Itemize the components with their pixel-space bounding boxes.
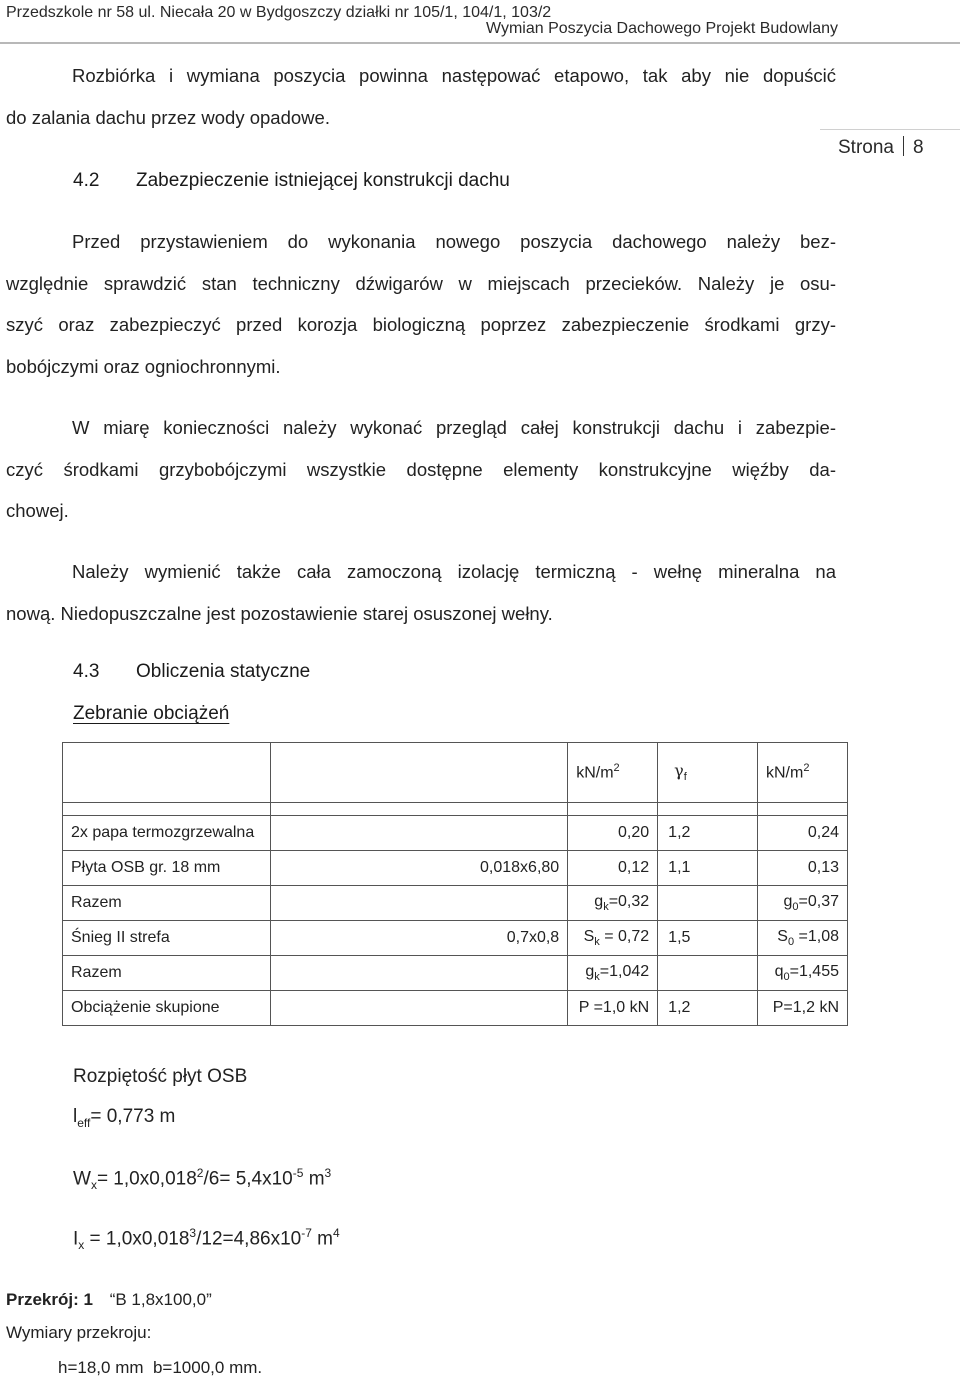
- load-name: Obciążenie skupione: [63, 991, 271, 1026]
- paragraph-line: względnie sprawdzić stan techniczny dźwigarów w miejscach przecieków. Należy je osu-: [6, 272, 836, 294]
- paragraph-line: Należy wymienić także cała zamoczoną izolację termiczną - wełnę mineralna na: [72, 561, 836, 582]
- table-cell: [658, 956, 758, 991]
- load-characteristic: 0,20: [568, 816, 658, 851]
- table-cell: [63, 743, 271, 803]
- section-name: B 1,8x100,0: [115, 1290, 207, 1309]
- table-row: [63, 921, 848, 956]
- table-row: [63, 991, 848, 1026]
- page-label: Strona: [838, 137, 894, 158]
- paragraph-1: [6, 221, 836, 387]
- section-title: Zabezpieczenie istniejącej konstrukcji dachu: [136, 170, 510, 191]
- load-calc: 0,018x6,80: [270, 851, 567, 886]
- table-cell: [270, 956, 567, 991]
- load-characteristic: 0,12: [568, 851, 658, 886]
- load-name: Razem: [63, 956, 271, 991]
- paragraph-3: [6, 551, 836, 634]
- load-design: 0,13: [758, 851, 848, 886]
- dimensions-label: Wymiary przekroju:: [6, 1323, 152, 1342]
- load-name: 2x papa termozgrzewalna: [63, 816, 271, 851]
- load-gamma: 1,2: [658, 991, 758, 1026]
- paragraph-line: chowej.: [6, 500, 69, 521]
- load-gamma: 1,1: [658, 851, 758, 886]
- intro-line: do zalania dachu przez wody opadowe.: [6, 106, 330, 128]
- load-calc: [270, 816, 567, 851]
- table-cell: [270, 743, 567, 803]
- header-unit-characteristic: $kN/m^2$: [568, 743, 658, 803]
- table-cell: [270, 991, 567, 1026]
- formula-wx: $W_x= 1,0x0,018^2/6= 5,4x10^{-5}$ $m^3$: [73, 1166, 332, 1193]
- load-characteristic: P =1,0 kN: [568, 991, 658, 1026]
- load-characteristic: $g_k=1,042$: [568, 956, 658, 991]
- table-cell: [758, 803, 848, 816]
- intro-line: Rozbiórka i wymiana poszycia powinna następować etapowo, tak aby nie dopuścić: [72, 65, 836, 86]
- table-row: [63, 886, 848, 921]
- table-header-row: [63, 743, 848, 803]
- page-number: [838, 136, 924, 159]
- load-gamma: 1,5: [658, 921, 758, 956]
- formula-leff: $l_{eff}= 0,773$ m: [73, 1106, 176, 1130]
- paragraph-line: W miarę konieczności należy wykonać przegląd całej konstrukcji dachu i zabezpie-: [72, 417, 836, 438]
- loads-subheading: Zebranie obciążeń: [73, 703, 230, 724]
- header-gamma: $\gamma_f$: [658, 743, 758, 803]
- paragraph-line: szyć oraz zabezpieczyć przed korozja biologiczną poprzez zabezpieczenie środkami grzy-: [6, 314, 836, 335]
- paragraph-2: [6, 407, 836, 532]
- table-cell: [658, 886, 758, 921]
- table-row: [63, 956, 848, 991]
- section-heading-4-3: [73, 661, 310, 683]
- load-design: $g_0=0,37$: [758, 886, 848, 921]
- table-row: [63, 851, 848, 886]
- formula-ix: $I_x = 1,0x0,018^3/12=4,86x10^{-7}$ $m^4$: [73, 1226, 340, 1253]
- load-name: Razem: [63, 886, 271, 921]
- section-number: 4.2: [73, 170, 100, 191]
- load-design: $q_0=1,455$: [758, 956, 848, 991]
- load-design: 0,24: [758, 816, 848, 851]
- load-characteristic: $S_k = 0,72$: [568, 921, 658, 956]
- section-heading-4-2: [73, 170, 510, 192]
- paragraph-line: nową. Niedopuszczalne jest pozostawienie starej osuszonej wełny.: [6, 602, 553, 624]
- table-row: [63, 816, 848, 851]
- intro-paragraph: [6, 55, 836, 138]
- paragraph-line: czyć środkami grzybobójczymi wszystkie dostępne elementy konstrukcyjne więźby da-: [6, 458, 836, 480]
- load-calc: 0,7x0,8: [270, 921, 567, 956]
- paragraph-line: bobójczymi oraz ogniochronnymi.: [6, 355, 281, 377]
- section-number: 4.3: [73, 661, 100, 682]
- section-name-close-quote: ”: [206, 1290, 212, 1309]
- table-cell: [568, 803, 658, 816]
- page-number-divider: [820, 129, 960, 130]
- dimensions-values: h=18,0 mm b=1000,0 mm.: [58, 1358, 263, 1377]
- table-cell: [658, 803, 758, 816]
- load-characteristic: $g_k=0,32$: [568, 886, 658, 921]
- paragraph-line: Przed przystawieniem do wykonania nowego poszycia dachowego należy bez-: [72, 231, 836, 252]
- section-number: 1: [83, 1290, 93, 1309]
- header-unit-design: $kN/m^2$: [758, 743, 848, 803]
- section-label: Przekrój:: [6, 1290, 79, 1309]
- osb-title: Rozpiętość płyt OSB: [73, 1066, 248, 1087]
- page-number-value: 8: [912, 137, 924, 158]
- table-cell: [270, 886, 567, 921]
- header-divider: [0, 42, 960, 44]
- table-cell: [270, 803, 567, 816]
- load-name: Płyta OSB gr. 18 mm: [63, 851, 271, 886]
- section-name-open-quote: “: [109, 1290, 116, 1309]
- load-design: $S_0 =1,08$: [758, 921, 848, 956]
- section-info: [6, 1290, 212, 1310]
- section-title: Obliczenia statyczne: [136, 661, 311, 682]
- loads-table: [62, 742, 848, 1026]
- header-title: Przedszkole nr 58 ul. Niecała 20 w Bydgoszczy działki nr 105/1, 104/1, 103/2: [6, 4, 552, 21]
- load-design: P=1,2 kN: [758, 991, 848, 1026]
- table-cell: [63, 803, 271, 816]
- load-gamma: 1,2: [658, 816, 758, 851]
- table-spacer-row: [63, 803, 848, 816]
- load-name: Śnieg II strefa: [63, 921, 271, 956]
- header-subtitle: Wymian Poszycia Dachowego Projekt Budowlany: [485, 20, 838, 37]
- page-separator: [903, 136, 904, 156]
